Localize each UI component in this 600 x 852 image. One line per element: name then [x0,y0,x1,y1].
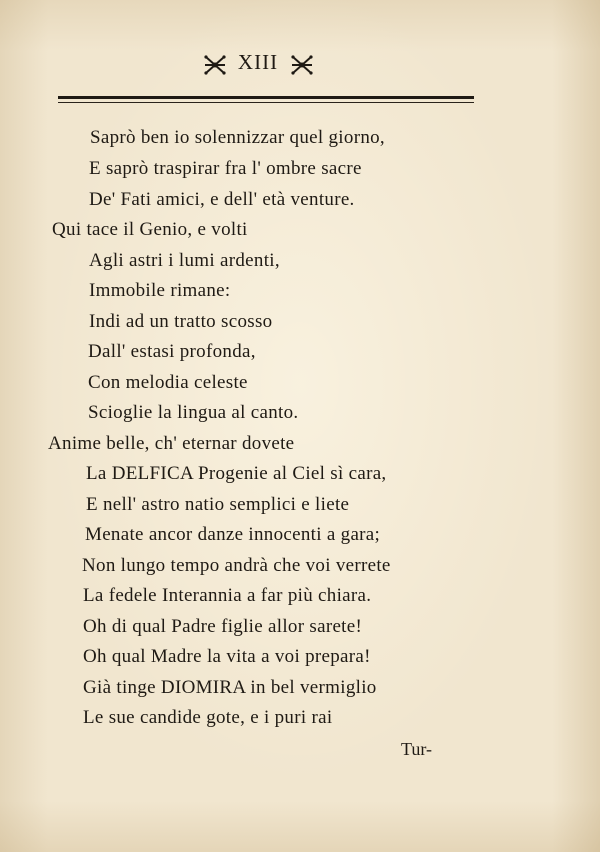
verse-line: Anime belle, ch' eternar dovete [48,433,295,454]
verse-line: La DELFICA Progenie al Ciel sì cara, [86,463,387,484]
verse-line: Le sue candide gote, e i puri rai [83,707,333,728]
cross-ornament-icon [290,54,314,76]
verse-line: E saprò traspirar fra l' ombre sacre [89,158,362,179]
verse-line: E nell' astro natio semplici e liete [86,494,350,515]
verse-line: Dall' estasi profonda, [88,341,256,362]
page-header [0,46,600,82]
verse-line: Scioglie la lingua al canto. [88,402,299,423]
verse-line: Oh qual Madre la vita a voi prepara! [83,646,371,667]
verse-line: La fedele Interannia a far più chiara. [83,585,372,606]
verse-line: De' Fati amici, e dell' età venture. [89,189,355,210]
page-number: XIII [237,50,279,74]
verse-line: Agli astri i lumi ardenti, [89,250,280,271]
catchword: Tur- [401,739,432,759]
verse-line: Qui tace il Genio, e volti [52,219,248,240]
verse-line: Con melodia celeste [88,372,248,393]
verse-line: Immobile rimane: [89,280,231,301]
verse-line: Saprò ben io solennizzar quel giorno, [90,127,385,148]
header-rule-thin [58,102,474,103]
cross-ornament-icon [203,54,227,76]
verse-line: Menate ancor danze innocenti a gara; [85,524,381,545]
verse-line: Oh di qual Padre figlie allor sarete! [83,616,363,637]
verse-line: Indi ad un tratto scosso [89,311,273,332]
header-rule-thick [58,96,474,99]
verse-line: Già tinge DIOMIRA in bel vermiglio [83,677,377,698]
verse-line: Non lungo tempo andrà che voi verrete [82,555,391,576]
